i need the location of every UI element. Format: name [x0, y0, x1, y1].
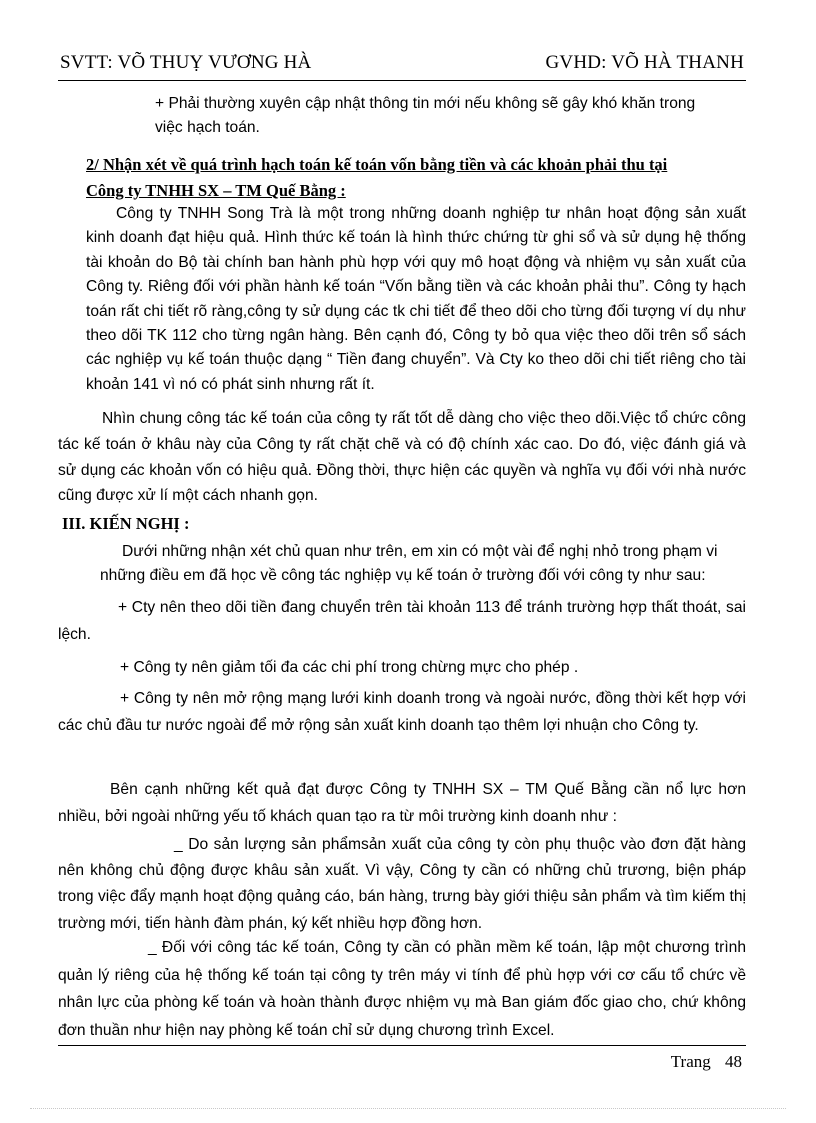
- header-rule: [58, 80, 746, 81]
- section-2-paragraph: Công ty TNHH Song Trà là một trong những doanh nghiệp tư nhân hoạt động sản xuất kinh doanh đạt hiệu quả. Hình thức kế toán là hình thức chứng từ ghi sổ và sử dụng hệ thống tài khoản do Bộ tài chính ban hành phù hợp với quy mô hoạt động và nhiệm vụ sản xuất của Công ty. Riêng đối với phần hành kế toán “Vốn bằng tiền và các khoản phải thu”. Công ty hạch toán rất chi tiết rõ ràng,công ty sử dụng các tk chi tiết để theo dõi cho từng đối tượng ví dụ như theo dõi TK 112 cho từng ngân hàng. Bên cạnh đó, Công ty bỏ qua việc theo dõi trên sổ sách các nghiệp vụ kế toán thuộc dạng “ Tiền đang chuyển”. Và Cty ko theo dõi chi tiết riêng cho tài khoản 141 vì nó có phát sinh nhưng rất ít.: [86, 205, 746, 393]
- page-footer: [671, 1052, 742, 1072]
- section-2-summary: Nhìn chung công tác kế toán của công ty rất tốt dễ dàng cho việc theo dõi.Việc tổ chức công tác kế toán ở khâu này của Công ty rất chặt chẽ và có độ chính xác cao. Do đó, việc đánh giá và sử dụng các khoản vốn có hiệu quả. Đồng thời, thực hiện các quyền và nghĩa vụ đối với nhà nước cũng được xử lí một cách nhanh gọn.: [58, 410, 746, 505]
- proposal-2: _ Đối với công tác kế toán, Công ty cần có phần mềm kế toán, lập một chương trình quản lý riêng của hệ thống kế toán tại công ty trên máy vi tính để phù hợp với cơ cấu tổ chức về nhân lực của phòng kế toán và hoàn thành được nhiệm vụ mà Ban giám đốc giao cho, chứ không đơn thuần như hiện nay phòng kế toán chỉ sử dụng chương trình Excel.: [58, 939, 746, 1039]
- section-3-intro: [100, 540, 746, 589]
- recommendation-1: + Cty nên theo dõi tiền đang chuyển trên tài khoản 113 để tránh trường hợp thất thoát, sai lệch.: [58, 599, 746, 643]
- page-edge-divider: [30, 1108, 786, 1109]
- recommendation-2: + Công ty nên giảm tối đa các chi phí trong chừng mực cho phép .: [120, 659, 579, 676]
- intro-line-2: việc hạch toán.: [155, 119, 260, 137]
- page-label: Trang: [670, 1052, 711, 1071]
- footer-rule: [58, 1045, 746, 1046]
- proposal-1: _ Do sản lượng sản phẩmsản xuất của công ty còn phụ thuộc vào đơn đặt hàng nên không chủ động được khâu sản xuất. Vì vậy, Công ty cần có những chủ trương, biện pháp trong việc đẩy mạnh hoạt động quảng cáo, bán hàng, trưng bày giới thiệu sản phẩm và tìm kiếm thị trường mới, tiến hành đàm phán, ký kết nhiều hợp đồng hơn.: [58, 836, 746, 932]
- section-3-heading: III. KIẾN NGHỊ :: [62, 514, 190, 533]
- section-2-title-line-2: Công ty TNHH SX – TM Quế Bằng :: [86, 181, 346, 200]
- student-name: SVTT: VÕ THUỴ VƯƠNG HÀ: [60, 52, 312, 73]
- supervisor-name: GVHD: VÕ HÀ THANH: [545, 52, 744, 73]
- section-3-intro-line-2: những điều em đã học về công tác nghiệp vụ kế toán ở trường đối với công ty như sau:: [100, 567, 706, 585]
- page-number: 48: [725, 1052, 742, 1071]
- context-paragraph: Bên cạnh những kết quả đạt được Công ty TNHH SX – TM Quế Bằng cần nổ lực hơn nhiều, bởi ngoài những yếu tố khách quan tạo ra từ môi trường kinh doanh như :: [58, 781, 746, 825]
- section-3-intro-line-1: Dưới những nhận xét chủ quan như trên, em xin có một vài để nghị nhỏ trong phạm vi: [122, 543, 718, 560]
- intro-line-1: + Phải thường xuyên cập nhật thông tin mới nếu không sẽ gây khó khăn trong: [155, 95, 696, 112]
- section-2-heading: [86, 152, 748, 204]
- intro-note: [155, 92, 745, 141]
- page-header: [58, 52, 744, 76]
- section-2-title-line-1: 2/ Nhận xét về quá trình hạch toán kế toán vốn bằng tiền và các khoản phải thu tại: [86, 155, 668, 174]
- recommendation-3: + Công ty nên mở rộng mạng lưới kinh doanh trong và ngoài nước, đồng thời kết hợp với các chủ đầu tư nước ngoài để mở rộng sản xuất kinh doanh tạo thêm lợi nhuận cho Công ty.: [58, 690, 746, 734]
